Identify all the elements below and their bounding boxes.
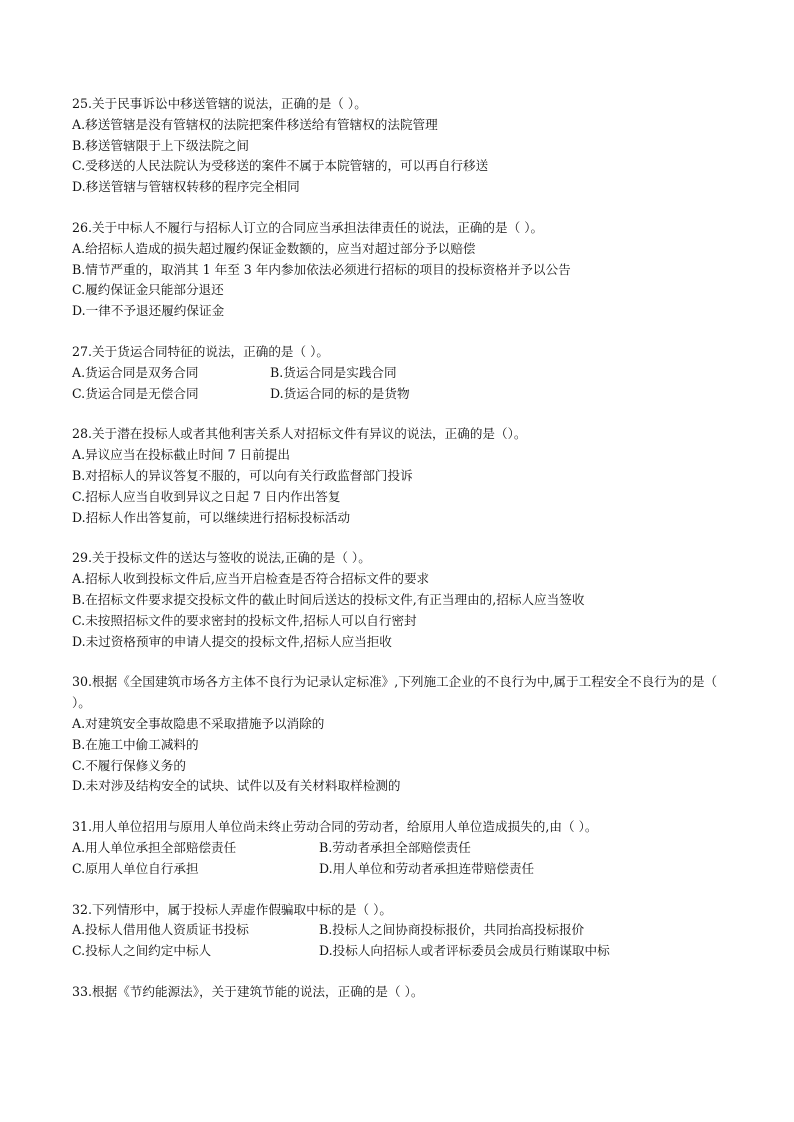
question-stem: 30.根据《全国建筑市场各方主体不良行为记录认定标准》,下列施工企业的不良行为中,属于工程安全不良行为的是（ ）。 <box>72 674 718 711</box>
option-c: C.未按照招标文件的要求密封的投标文件,招标人可以自行密封 <box>72 612 417 628</box>
option-b: B.在招标文件要求提交投标文件的截止时间后送达的投标文件,有正当理由的,招标人应当签收 <box>72 591 585 607</box>
option-list <box>72 115 722 198</box>
option-c: C.原用人单位自行承担 <box>72 860 199 876</box>
question-stem: 32.下列情形中，属于投标人弄虚作假骗取中标的是（ ）。 <box>72 901 392 917</box>
option-grid <box>72 838 722 880</box>
option-a: A.用人单位承担全部赔偿责任 <box>72 839 237 855</box>
option-d: D.一律不予退还履约保证金 <box>72 303 225 319</box>
question-31 <box>72 817 722 879</box>
option-grid <box>72 363 722 405</box>
question-25 <box>72 94 722 198</box>
option-c: C.货运合同是无偿合同 <box>72 385 199 401</box>
question-stem: 31.用人单位招用与原用人单位尚未终止劳动合同的劳动者，给原用人单位造成损失的,由（ ）。 <box>72 819 598 835</box>
option-grid <box>72 920 722 962</box>
option-d: D.用人单位和劳动者承担连带赔偿责任 <box>319 860 535 876</box>
option-a: A.招标人收到投标文件后,应当开启检查是否符合招标文件的要求 <box>72 571 430 587</box>
question-stem: 33.根据《节约能源法》，关于建筑节能的说法，正确的是（ ）。 <box>72 983 424 999</box>
question-stem: 26.关于中标人不履行与招标人订立的合同应当承担法律责任的说法，正确的是（ ）。 <box>72 219 544 235</box>
question-stem: 27.关于货运合同特征的说法，正确的是（ ）。 <box>72 343 330 359</box>
option-b: B.情节严重的，取消其 1 年至 3 年内参加依法必须进行招标的项目的投标资格并予以公告 <box>72 261 571 277</box>
option-list <box>72 445 722 528</box>
question-33 <box>72 982 722 1003</box>
option-d: D.未对涉及结构安全的试块、试件以及有关材料取样检测的 <box>72 778 401 794</box>
question-26 <box>72 218 722 322</box>
option-d: D.招标人作出答复前，可以继续进行招标投标活动 <box>72 509 351 525</box>
option-a: A.投标人借用他人资质证书投标 <box>72 922 249 938</box>
option-list <box>72 714 722 797</box>
option-a: A.异议应当在投标截止时间 7 日前提出 <box>72 447 291 463</box>
option-a: A.货运合同是双务合同 <box>72 364 199 380</box>
question-stem: 29.关于投标文件的送达与签收的说法,正确的是（ ）。 <box>72 550 371 566</box>
option-c: C.招标人应当自收到异议之日起 7 日内作出答复 <box>72 488 341 504</box>
option-b: B.对招标人的异议答复不服的，可以向有关行政监督部门投诉 <box>72 467 413 483</box>
option-d: D.移送管辖与管辖权转移的程序完全相同 <box>72 179 300 195</box>
option-c: C.不履行保修义务的 <box>72 757 186 773</box>
question-28 <box>72 424 722 528</box>
question-32 <box>72 900 722 962</box>
option-b: B.货运合同是实践合同 <box>270 364 397 380</box>
option-c: C.受移送的人民法院认为受移送的案件不属于本院管辖的，可以再自行移送 <box>72 158 489 174</box>
question-30 <box>72 672 722 797</box>
option-list <box>72 569 722 652</box>
question-stem: 28.关于潜在投标人或者其他利害关系人对招标文件有异议的说法，正确的是（）。 <box>72 426 527 442</box>
option-a: A.对建筑安全事故隐患不采取措施予以消除的 <box>72 715 325 731</box>
question-stem: 25.关于民事诉讼中移送管辖的说法，正确的是（ ）。 <box>72 96 367 111</box>
option-d: D.货运合同的标的是货物 <box>270 385 410 401</box>
question-29 <box>72 548 722 652</box>
question-27 <box>72 342 722 404</box>
option-a: A.给招标人造成的损失超过履约保证金数额的，应当对超过部分予以赔偿 <box>72 240 476 256</box>
option-list <box>72 239 722 322</box>
option-d: D.未过资格预审的申请人提交的投标文件,招标人应当拒收 <box>72 633 392 649</box>
option-c: C.投标人之间约定中标人 <box>72 943 212 959</box>
option-b: B.投标人之间协商投标报价，共同抬高投标报价 <box>319 922 585 938</box>
option-d: D.投标人向招标人或者评标委员会成员行贿谋取中标 <box>319 943 610 959</box>
option-b: B.在施工中偷工减料的 <box>72 736 199 752</box>
exam-page <box>72 94 722 1003</box>
option-c: C.履约保证金只能部分退还 <box>72 282 224 298</box>
option-b: B.移送管辖限于上下级法院之间 <box>72 137 249 153</box>
option-a: A.移送管辖是没有管辖权的法院把案件移送给有管辖权的法院管理 <box>72 116 438 132</box>
option-b: B.劳动者承担全部赔偿责任 <box>319 839 471 855</box>
